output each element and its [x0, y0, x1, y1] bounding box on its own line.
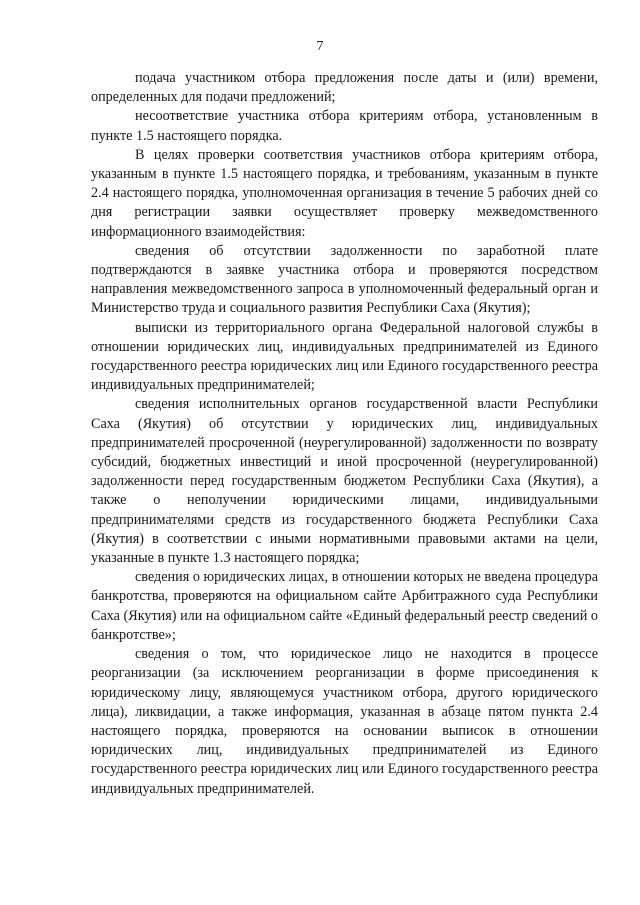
paragraph-reorganization: сведения о том, что юридическое лицо не находится в процессе реорганизации (за исключением реорганизации в форме присоединения к юридическому лицу, являющемуся участником отбора, другого юридического лица), ликвидации, а также информация, указанная в абзаце пятом пункта 2.4 настоящего порядка, проверяются на основании выписок в отношении юридических лиц, индивидуальных предпринимателей из Единого государственного реестра юридических лиц или Единого государственного реестра индивидуальных предпринимателей. — [91, 646, 598, 797]
paragraph-tax-extracts: выписки из территориального органа Федеральной налоговой службы в отношении юридических лиц, индивидуальных предпринимателей из Единого государственного реестра юридических лиц или Единого государственного реестра индивидуальных предпринимателей; — [91, 319, 598, 394]
document-body — [91, 69, 598, 799]
paragraph-late-submission: подача участником отбора предложения после даты и (или) времени, определенных для подачи предложений; — [91, 70, 598, 106]
page-number: 7 — [316, 39, 324, 54]
paragraph-budget-debt: сведения исполнительных органов государственной власти Республики Саха (Якутия) об отсутствии у юридических лиц, индивидуальных предпринимателей просроченной (неурегулированной) задолженности по возврату субсидий, бюджетных инвестиций и иной просроченной (неурегулированной) задолженности перед государственным бюджетом Республики Саха (Якутия), а также о неполучении юридическими лицами, индивидуальными предпринимателями средств из государственного бюджета Республики Саха (Якутия) в соответствии с иными нормативными правовыми актами на цели, указанные в пункте 1.3 настоящего порядка; — [91, 396, 598, 567]
paragraph-verification-intro: В целях проверки соответствия участников отбора критериям отбора, указанным в пункте 1.5 настоящего порядка, и требованиям, указанным в пункте 2.4 настоящего порядка, уполномоченная организация в течение 5 рабочих дней со дня регистрации заявки осуществляет проверку межведомственного информационного взаимодействия: — [91, 146, 598, 240]
paragraph-criteria-mismatch: несоответствие участника отбора критериям отбора, установленным в пункте 1.5 настоящего порядка. — [91, 108, 598, 144]
paragraph-wage-arrears: сведения об отсутствии задолженности по заработной плате подтверждаются в заявке участника отбора и проверяются посредством направления межведомственного запроса в уполномоченный федеральный орган и Министерство труда и социального развития Республики Саха (Якутия); — [91, 242, 598, 317]
paragraph-bankruptcy: сведения о юридических лицах, в отношении которых не введена процедура банкротства, проверяются на официальном сайте Арбитражного суда Республики Саха (Якутия) или на официальном сайте «Единый федеральный реестр сведений о банкротстве»; — [91, 569, 598, 643]
